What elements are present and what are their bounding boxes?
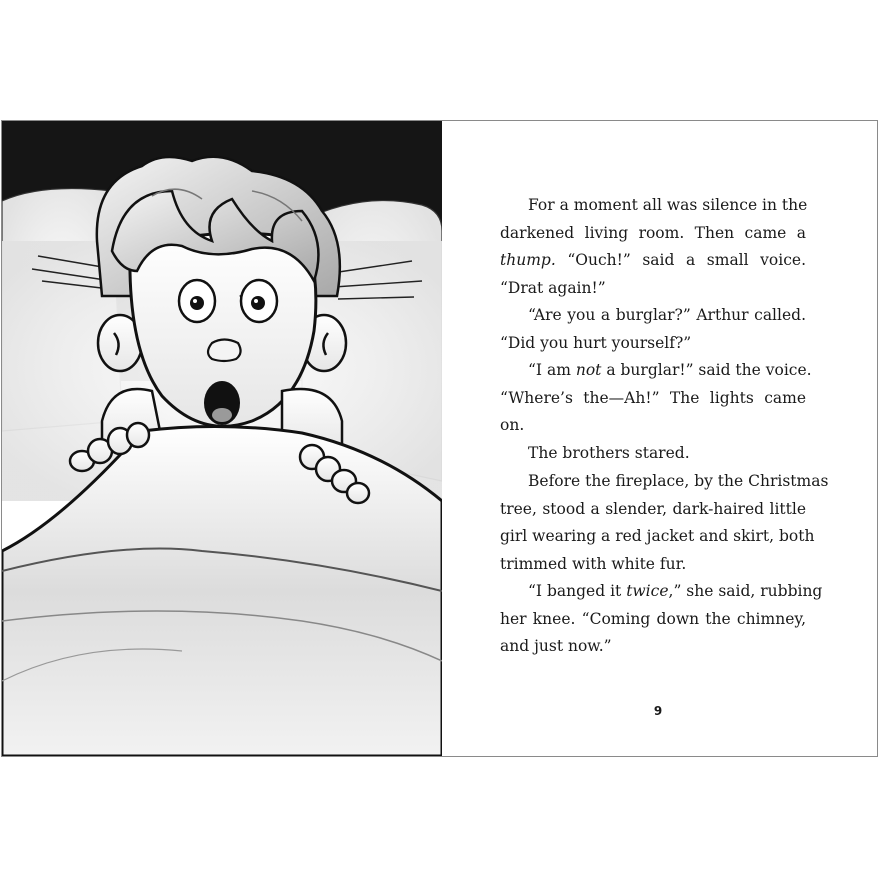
text-line: The brothers stared. xyxy=(528,444,690,462)
text-line: Before the fireplace, by the Christmas xyxy=(528,472,829,490)
emphasis-text: twice xyxy=(626,582,669,600)
text-line: “Drat again!” xyxy=(500,278,606,297)
text-page xyxy=(442,121,878,756)
text-line: thump. “Ouch!” said a small voice. xyxy=(500,251,806,269)
text-line: For a moment all was silence in the xyxy=(528,196,808,214)
emphasis-text: thump. xyxy=(500,251,556,269)
text-line: her knee. “Coming down the chimney, xyxy=(500,609,806,628)
text-line: trimmed with white fur. xyxy=(500,554,687,573)
paragraph-2 xyxy=(500,302,806,357)
boy-in-bed-illustration xyxy=(2,121,442,756)
paragraph-3 xyxy=(500,357,812,440)
text-line: “Where’s the—Ah!” The lights came xyxy=(500,388,806,407)
text-line: “Did you hurt yourself?” xyxy=(500,333,692,352)
paragraph-1 xyxy=(500,192,806,302)
paragraph-5 xyxy=(500,468,829,578)
text-line: and just now.” xyxy=(500,637,612,655)
paragraph-4 xyxy=(500,440,806,468)
text-line: girl wearing a red jacket and skirt, both xyxy=(500,527,815,545)
book-spread xyxy=(1,120,878,757)
text-line: “I am not a burglar!” said the voice. xyxy=(528,361,812,379)
page-number: 9 xyxy=(653,704,663,718)
text-line: “I banged it twice,” she said, rubbing xyxy=(528,582,823,600)
paragraph-6 xyxy=(500,578,823,661)
text-line: on. xyxy=(500,416,525,434)
text-line: darkened living room. Then came a xyxy=(500,223,806,242)
text-line: “Are you a burglar?” Arthur called. xyxy=(528,306,806,324)
emphasis-text: not xyxy=(575,361,602,379)
text-line: tree, stood a slender, dark-haired little xyxy=(500,499,806,518)
